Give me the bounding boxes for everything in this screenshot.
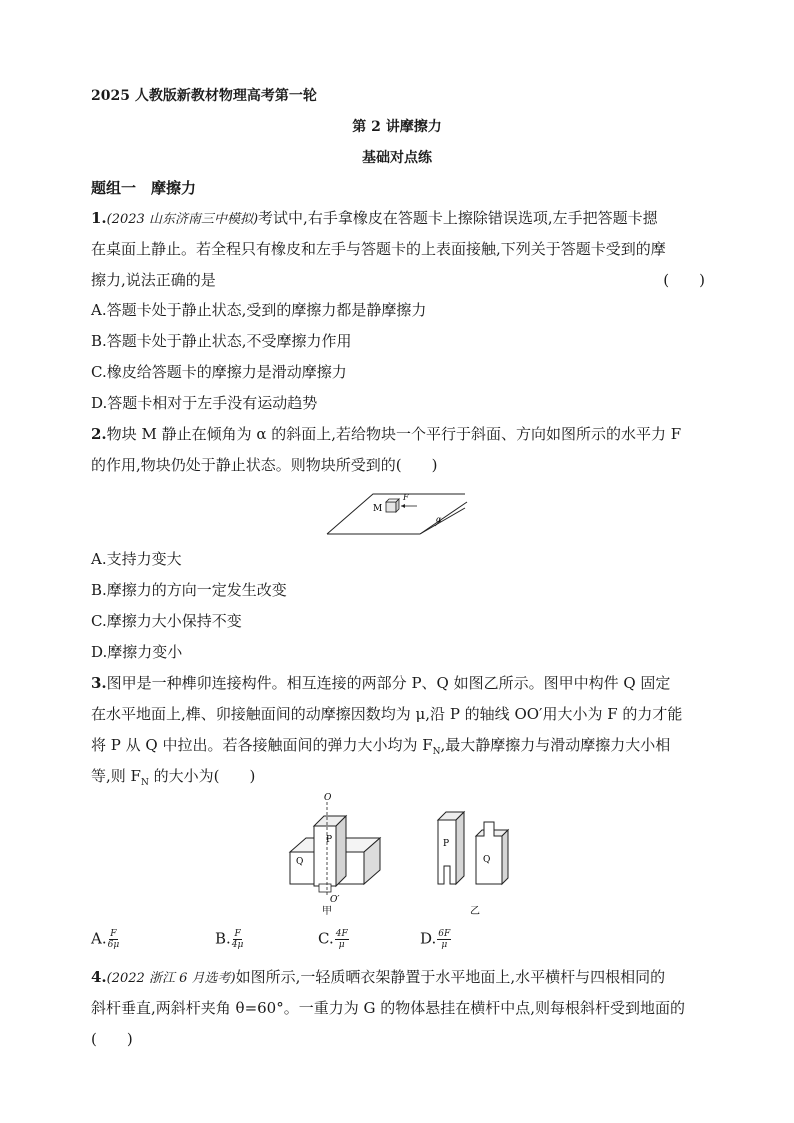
figure-yi (438, 812, 508, 917)
q2-line1 (91, 424, 705, 444)
q3-option-c-numerator: 4F (335, 929, 348, 939)
q3-text-3: 将 P 从 Q 中拉出。若各接触面间的弹力大小均为 F (91, 736, 433, 754)
q2-option-c: C.摩擦力大小保持不变 (91, 612, 242, 630)
q3-line1 (91, 673, 705, 693)
p-yi-side (456, 812, 464, 884)
q3-option-b-denominator: 4μ (231, 940, 244, 950)
figure-jia (290, 793, 380, 917)
q3-option-b (215, 929, 243, 950)
q3-option-a-denominator: 6μ (107, 940, 120, 950)
q1-source: (2023 山东济南三中模拟) (106, 212, 259, 227)
q1-text-1: 考试中,右手拿橡皮在答题卡上擦除错误选项,左手把答题卡摁 (258, 209, 658, 227)
q3-option-c (318, 929, 349, 950)
q3-option-b-label: B. (215, 929, 231, 948)
q3-text-4a: 等,则 F (91, 767, 141, 785)
q3-option-a-fraction (108, 929, 120, 950)
q-yi-side (502, 830, 508, 884)
q4-line2: 斜杆垂直,两斜杆夹角 θ=60°。一重力为 G 的物体悬挂在横杆中点,则每根斜杆受到地面的 (91, 999, 686, 1017)
q4-line1 (91, 967, 705, 989)
label-o-prime: O′ (330, 895, 340, 905)
q1-line3 (91, 270, 705, 290)
label-jia: 甲 (322, 906, 332, 917)
q3-option-c-fraction (335, 929, 349, 950)
label-f: F (403, 493, 409, 502)
q3-option-d-fraction (437, 929, 451, 950)
q1-text-3: 擦力,说法正确的是 (91, 271, 216, 289)
label-p-jia: P (326, 835, 333, 845)
label-q-jia: Q (296, 857, 304, 867)
q3-option-a (91, 929, 119, 950)
q2-option-a: A.支持力变大 (91, 550, 182, 568)
incline-slope-edge (420, 508, 465, 534)
q2-line2: 的作用,物块仍处于静止状态。则物块所受到的( ) (91, 456, 438, 474)
q3-option-a-numerator: F (110, 929, 117, 939)
q3-subscript-n: N (432, 747, 441, 757)
q2-text-1: 物块 M 静止在倾角为 α 的斜面上,若给物块一个平行于斜面、方向如图所示的水平力 F (106, 425, 682, 443)
q3-option-d-label: D. (420, 929, 437, 948)
p-side-face (336, 816, 346, 886)
q3-text-3b: ,最大静摩擦力与滑动摩擦力大小相 (440, 736, 671, 754)
label-m: M (373, 504, 383, 514)
q3-option-d-denominator: μ (441, 940, 448, 950)
document-header: 2025 人教版新教材物理高考第一轮 (91, 88, 317, 104)
block-m (386, 499, 399, 512)
q4-text-1: 如图所示,一轻质晒衣架静置于水平地面上,水平横杆与四根相同的 (235, 968, 666, 986)
q3-line4 (91, 766, 705, 793)
q3-option-a-label: A. (91, 929, 107, 948)
force-f-arrowhead (401, 504, 405, 508)
incline-figure (325, 488, 470, 538)
q1-option-a: A.答题卡处于静止状态,受到的摩擦力都是静摩擦力 (91, 301, 427, 319)
q3-line2: 在水平地面上,榫、卯接触面间的动摩擦因数均为 μ,沿 P 的轴线 OO′用大小为 F 的力才能 (91, 705, 683, 723)
label-yi: 乙 (470, 906, 480, 917)
label-p-yi: P (443, 839, 450, 849)
q3-option-d-numerator: 6F (438, 929, 451, 939)
q4-source: (2022 浙江 6 月选考) (106, 971, 236, 986)
q2-option-d: D.摩擦力变小 (91, 643, 183, 661)
group-heading: 题组一 摩擦力 (91, 179, 197, 197)
q3-option-b-numerator: F (234, 929, 241, 939)
q3-option-c-denominator: μ (338, 940, 345, 950)
q1-option-c: C.橡皮给答题卡的摩擦力是滑动摩擦力 (91, 363, 347, 381)
q1-answer-paren: ( ) (663, 271, 705, 289)
section-title: 基础对点练 (362, 150, 432, 166)
q1-line1 (91, 208, 705, 230)
lecture-title: 第 2 讲摩擦力 (352, 119, 442, 135)
q2-number: 2. (91, 425, 107, 443)
label-q-yi: Q (483, 855, 491, 865)
incline-ground-line (420, 502, 467, 534)
q3-option-d (420, 929, 451, 950)
p-yi-front (438, 820, 456, 884)
q2-option-b: B.摩擦力的方向一定发生改变 (91, 581, 287, 599)
q1-line2: 在桌面上静止。若全程只有橡皮和左手与答题卡的上表面接触,下列关于答题卡受到的摩 (91, 240, 666, 258)
q3-text-1: 图甲是一种榫卯连接构件。相互连接的两部分 P、Q 如图乙所示。图甲中构件 Q 固定 (106, 674, 671, 692)
p-bottom-tab (319, 884, 331, 892)
q3-option-c-label: C. (318, 929, 334, 948)
q1-option-b: B.答题卡处于静止状态,不受摩擦力作用 (91, 332, 352, 350)
q3-line3 (91, 735, 705, 762)
label-alpha: α (436, 515, 442, 524)
label-o: O (324, 793, 332, 803)
q3-number: 3. (91, 674, 107, 692)
q3-subscript-n-2: N (140, 778, 149, 788)
q4-number: 4. (91, 968, 107, 986)
q3-option-b-fraction (232, 929, 244, 950)
q3-text-4b: 的大小为( ) (148, 767, 256, 785)
p-front-face (314, 826, 336, 886)
q1-option-d: D.答题卡相对于左手没有运动趋势 (91, 394, 318, 412)
joint-figure (284, 790, 524, 918)
q4-line3: ( ) (91, 1030, 133, 1048)
q1-number: 1. (91, 209, 107, 227)
